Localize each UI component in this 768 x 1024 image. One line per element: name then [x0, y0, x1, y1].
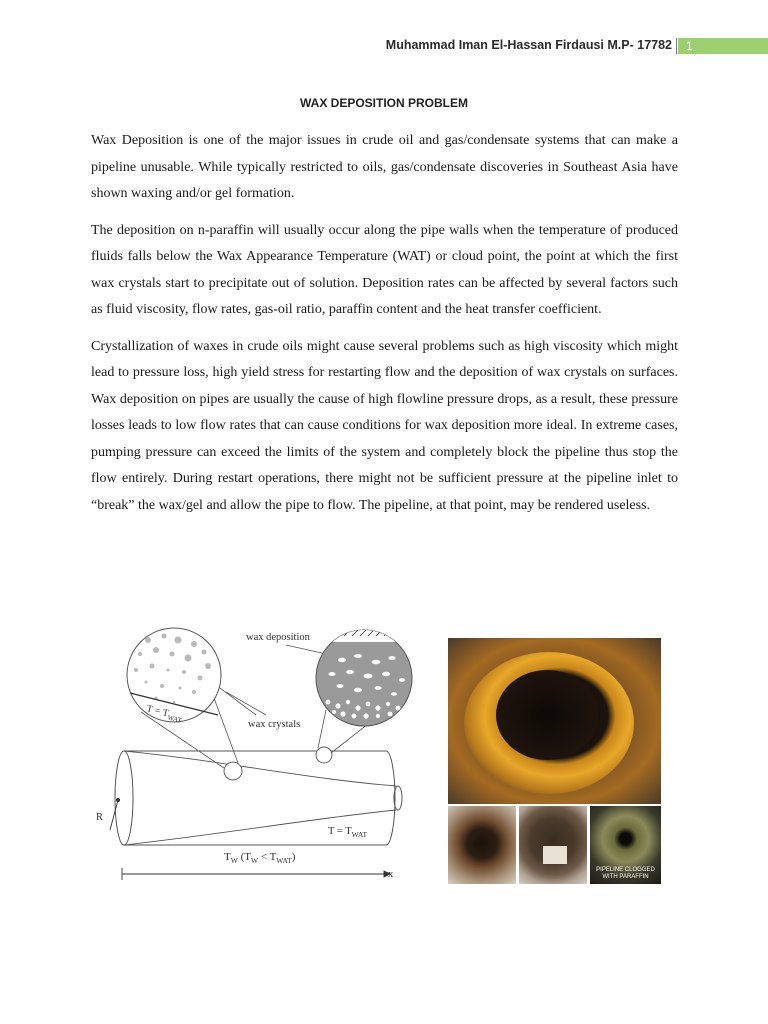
header-separator [676, 38, 677, 54]
paragraph-3: Crystallization of waxes in crude oils might cause several problems such as high viscosity which might lead to pressure loss, high yield stress for restarting flow and the deposition of wax crystals on surfaces. Wax deposition on pipes are usually the cause of high flowline pressure drops, as a result, these pressure losses leads to low flow rates that can cause conditions for wax deposition more ideal. In extreme cases, pumping pressure can exceed the limits of the system and completely block the pipeline thus stop the flow entirely. During restart operations, there might not be sufficient pressure at the pipeline inlet to “break” the wax/gel and allow the pipe to flow. The pipeline, at that point, may be rendered useless. [91, 338, 678, 513]
label-radius: R [96, 812, 104, 823]
header-author: Muhammad Iman El-Hassan Firdausi M.P- 17782 [385, 38, 672, 52]
wax-deposition-diagram [96, 620, 422, 886]
magnifier-right [316, 628, 412, 726]
label-twat-circle: $T = T_{WAT}$ [145, 703, 183, 725]
clogged-pipe-photo [448, 638, 661, 804]
pipeline-photo-collage [448, 638, 661, 884]
label-wall-temperature: $T_W$ $(T_W < T_{WAT})$ [224, 851, 296, 865]
label-x-axis: x [388, 869, 394, 880]
label-twat-pipe: $T = T_{WAT}$ [328, 826, 368, 839]
specimen-label-card [543, 846, 567, 864]
x-axis [122, 868, 390, 880]
photo-caption: PIPELINE CLOGGED WITH PARAFFIN [596, 867, 655, 880]
document-body [91, 128, 678, 529]
label-wax-deposition: wax deposition [246, 632, 310, 643]
label-wax-crystals: wax crystals [248, 719, 301, 730]
magnifier-spot-right [316, 747, 332, 763]
paragraph-2: The deposition on n-paraffin will usually occur along the pipe walls when the temperature of produced fluids falls below the Wax Appearance Temperature (WAT) or cloud point, the point at which the first wax crystals start to precipitate out of solution. Deposition rates can be affected by several factors such as fluid viscosity, flow rates, gas-oil ratio, paraffin content and the heat transfer coefficient. [91, 222, 678, 317]
pipe-section-photo-3 [590, 806, 661, 884]
page-number: 1 [686, 39, 693, 53]
pipe-section-photo-2 [519, 806, 587, 884]
magnifier-left [127, 628, 221, 722]
pipe-opening [496, 670, 598, 760]
document-title: WAX DEPOSITION PROBLEM [299, 96, 468, 110]
magnifier-spot-left [224, 762, 242, 780]
pipe-section-photo-1 [448, 806, 516, 884]
paragraph-1: Wax Deposition is one of the major issues in crude oil and gas/condensate systems that can make a pipeline unusable. While typically restricted to oils, gas/condensate discoveries in Southeast Asia have shown waxing and/or gel formation. [91, 133, 678, 201]
